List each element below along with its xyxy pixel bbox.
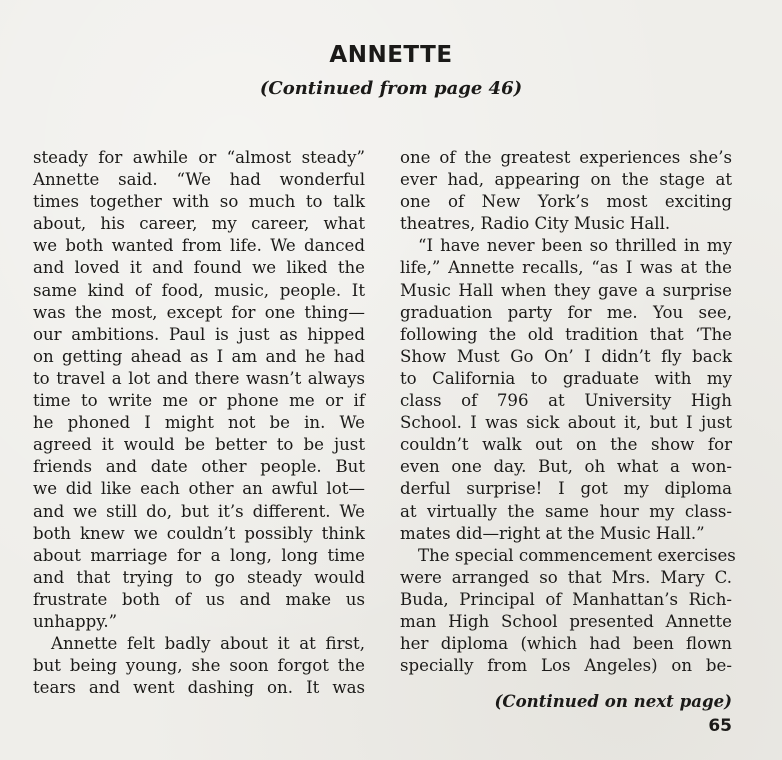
text-line: theatres, Radio City Music Hall. (400, 214, 671, 234)
text-line: frustrate both of us and make us (33, 589, 365, 609)
text-line: graduation party for me. You see, (400, 302, 732, 322)
text-line: Show Must Go On’ I didn’t fly back (400, 346, 732, 366)
text-line: steady for awhile or “almost steady” (33, 148, 365, 167)
text-line: man High School presented Annette (400, 611, 732, 631)
continued-next-note: (Continued on next page) (494, 691, 732, 711)
text-line: but being young, she soon forgot the (33, 656, 365, 676)
text-line: Buda, Principal of Manhattan’s Rich- (400, 589, 732, 609)
continued-from-note: (Continued from page 46) (259, 78, 523, 99)
text-line: about, his career, my career, what (33, 214, 365, 234)
text-line: friends and date other people. But (33, 457, 365, 477)
text-line: to travel a lot and there wasn’t always (33, 368, 365, 388)
text-line: agreed it would be better to be just (33, 435, 365, 455)
text-line: couldn’t walk out on the show for (400, 435, 732, 455)
left-column (33, 147, 365, 699)
text-line: one of New York’s most exciting (400, 192, 732, 212)
right-column (400, 147, 736, 677)
text-line: were arranged so that Mrs. Mary C. (400, 567, 732, 587)
text-line: time to write me or phone me or if (33, 391, 365, 411)
text-line: life,” Annette recalls, “as I was at the (400, 258, 732, 278)
text-line: specially from Los Angeles) on be- (400, 656, 732, 676)
text-line: derful surprise! I got my diploma (400, 479, 732, 499)
article-title: ANNETTE (329, 42, 453, 68)
text-line: ever had, appearing on the stage at (400, 170, 732, 190)
text-line: at virtually the same hour my class- (400, 501, 732, 521)
text-line: following the old tradition that ‘The (400, 324, 732, 344)
text-line: even one day. But, oh what a won- (400, 457, 732, 477)
text-line: her diploma (which had been flown (400, 634, 732, 654)
text-line: we both wanted from life. We danced (33, 236, 365, 256)
text-line: he phoned I might not be in. We (33, 413, 365, 433)
text-line: was the most, except for one thing— (33, 302, 365, 322)
text-line: times together with so much to talk (33, 192, 365, 212)
text-line: The special commencement exercises (418, 545, 736, 565)
text-line: on getting ahead as I am and he had (33, 346, 365, 366)
text-line: we did like each other an awful lot— (33, 479, 365, 499)
text-line: and loved it and found we liked the (33, 258, 365, 278)
text-line: about marriage for a long, long time (33, 545, 365, 565)
text-line: Music Hall when they gave a surprise (400, 280, 732, 300)
text-line: “I have never been so thrilled in my (418, 236, 732, 256)
text-line: same kind of food, music, people. It (33, 280, 365, 300)
text-line: School. I was sick about it, but I just (400, 413, 732, 433)
text-line: tears and went dashing on. It was (33, 678, 365, 698)
text-line: both knew we couldn’t possibly think (33, 523, 365, 543)
text-line: Annette felt badly about it at first, (51, 634, 365, 654)
text-line: and we still do, but it’s different. We (33, 501, 365, 521)
text-line: to California to graduate with my (400, 368, 732, 388)
text-line: mates did—right at the Music Hall.” (400, 523, 705, 543)
text-line: unhappy.” (33, 611, 118, 631)
page-number: 65 (708, 716, 732, 736)
text-line: Annette said. “We had wonderful (33, 170, 365, 190)
text-line: and that trying to go steady would (33, 567, 365, 587)
text-line: one of the greatest experiences she’s (400, 148, 732, 167)
text-line: our ambitions. Paul is just as hipped (33, 324, 365, 344)
text-line: class of 796 at University High (400, 391, 732, 411)
